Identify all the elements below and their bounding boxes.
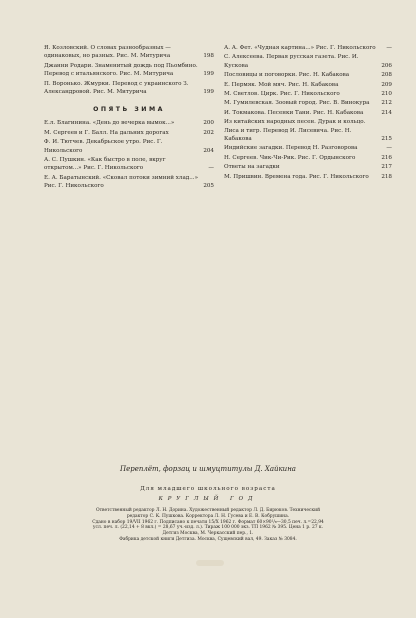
contents-entry	[44, 80, 214, 97]
entry-title: А. А. Фет. «Чудная картина...» Рис. Г. Никольского	[224, 45, 376, 51]
entry-title: М. Сергеев и Г. Балл. На дальних дорогах	[44, 129, 169, 136]
contents-entry	[44, 129, 214, 137]
entry-page-number: 205	[203, 183, 214, 190]
entry-title: Ответы на загадки	[224, 164, 280, 171]
entry-title: Я. Козловский. О словах разнообразных — одинаковых, но разных. Рис. М. Митурича	[44, 45, 171, 60]
entry-title: Н. Сергеев. Чик-Чи-Рик. Рис. Г. Ордынского	[224, 154, 356, 161]
contents-entry	[224, 53, 392, 70]
entry-page-number: —	[386, 45, 392, 51]
entry-page-number: 212	[381, 100, 392, 107]
contents-left-column	[44, 44, 214, 192]
entry-title: Е.л. Благинина. «День до вечерка вымок...»	[44, 120, 175, 127]
entry-title: П. Воронько. Жмурки. Перевод с украинского З. Александровой. Рис. М. Митурича	[44, 80, 189, 96]
entry-title: Пословицы и поговорки. Рис. Н. Кабакова	[224, 72, 350, 79]
contents-entry	[44, 174, 214, 191]
entry-page-number: 202	[203, 129, 214, 136]
entry-title: М. Светлов. Цирк. Рис. Г. Никольского	[224, 91, 340, 98]
paper-stain	[196, 560, 224, 566]
entry-title: И. Токмакова. Песенки Тани. Рис. Н. Кабакова	[224, 109, 364, 116]
contents-entry	[224, 99, 392, 107]
imprint-line: Детгиз Москва, М. Черкасский пер., 1.	[162, 531, 254, 537]
contents-entry	[224, 81, 392, 89]
entry-page-number: 199	[203, 71, 214, 78]
contents-entry	[224, 44, 392, 52]
entry-page-number: 198	[203, 53, 214, 60]
contents-entry	[224, 173, 392, 181]
entry-page-number: 200	[203, 120, 214, 127]
contents-entry	[224, 144, 392, 152]
series-title: КРУГЛЫЙ ГОД	[158, 496, 258, 502]
section-heading: ОПЯТЬ ЗИМА	[93, 106, 165, 114]
imprint-line: усл. печ. л. (22,14 + 8 вкл.) = 28,67 уч.-изд. л.). Тираж 100 000 экз. ТП 1962 № 395. Цена 1 р. 27 к.	[92, 525, 324, 531]
contents-right-column	[224, 44, 392, 182]
imprint-block	[88, 508, 328, 543]
entry-title: А. С. Пушкин. «Как быстро в поле, вкруг открытом...» Рис. Г. Никольского	[44, 157, 166, 172]
entry-page-number: 208	[381, 72, 392, 79]
imprint-line: Фабрика детской книги Детгиза. Москва, Сущевский вал, 49. Заказ № 3084.	[119, 536, 297, 542]
entry-title: Е. А. Баратынский. «Сковал потоки зимний хлад...» Рис. Г. Никольского	[44, 174, 198, 190]
entry-page-number: 218	[381, 173, 392, 180]
entry-page-number: 210	[381, 91, 392, 98]
contents-entry	[224, 71, 392, 79]
contents-entry	[224, 109, 392, 117]
contents-entry	[224, 154, 392, 162]
entry-page-number: 217	[381, 164, 392, 171]
contents-entry	[44, 119, 214, 127]
entry-page-number: —	[208, 165, 214, 172]
entry-page-number: 216	[381, 154, 392, 161]
contents-entry	[44, 62, 214, 79]
audience-line: Для младшего школьного возраста	[140, 486, 276, 492]
contents-entry	[44, 138, 214, 155]
entry-page-number: 215	[381, 136, 392, 143]
entry-title: Из китайских народных песен. Дурак и кольцо. Лиса и тигр. Перевод И. Лисевича. Рис. Н. Кабакова	[224, 119, 366, 143]
entry-title: Индийские загадки. Перевод Н. Разговорова	[224, 145, 358, 152]
entry-title: М. Пришвин. Времена года. Рис. Г. Никольского	[224, 173, 369, 180]
entry-title: Ф. И. Тютчев. Декабрьское утро. Рис. Г. Никольского	[44, 139, 163, 154]
imprint-line: Сдано в набор 19/VII 1962 г. Подписано к печати 15/X 1962 г. Формат 60×90¹/₈—30,5 печ. л.=22,94	[92, 519, 324, 525]
entry-page-number: 209	[381, 81, 392, 88]
entry-title: С. Алексеева. Первая русская газета. Рис. И. Кускова	[224, 54, 359, 69]
imprint-line: Ответственный редактор Л. Н. Дорина. Художественный редактор Л. Д. Бирюков. Технический	[95, 508, 320, 513]
entry-title: Джанни Родари. Знаменитый дождь под Пьомбино. Перевод с итальянского. Рис. М. Митурича	[44, 62, 198, 78]
imprint-line: редактор С. К. Пушкова. Корректора Л. Н. Гусева и Е. В. Кобрушина.	[126, 513, 290, 519]
entry-page-number: 204	[203, 147, 214, 154]
contents-entry	[224, 163, 392, 171]
entry-page-number: 199	[203, 89, 214, 96]
entry-page-number: 214	[381, 109, 392, 116]
contents-entry	[224, 118, 392, 143]
entry-title: М. Гумилевская. Зоовый город. Рис. В. Винокура	[224, 100, 370, 107]
contents-entry	[224, 90, 392, 98]
contents-entry	[44, 44, 214, 61]
entry-title: Е. Пермяк. Мой мяч. Рис. Н. Кабакова	[224, 81, 339, 88]
entry-page-number: 206	[381, 62, 392, 69]
entry-page-number: —	[386, 145, 392, 152]
contents-entry	[44, 156, 214, 173]
credits-line: Переплёт, форзац и шмуцтитулы Д. Хайкина	[120, 465, 296, 473]
